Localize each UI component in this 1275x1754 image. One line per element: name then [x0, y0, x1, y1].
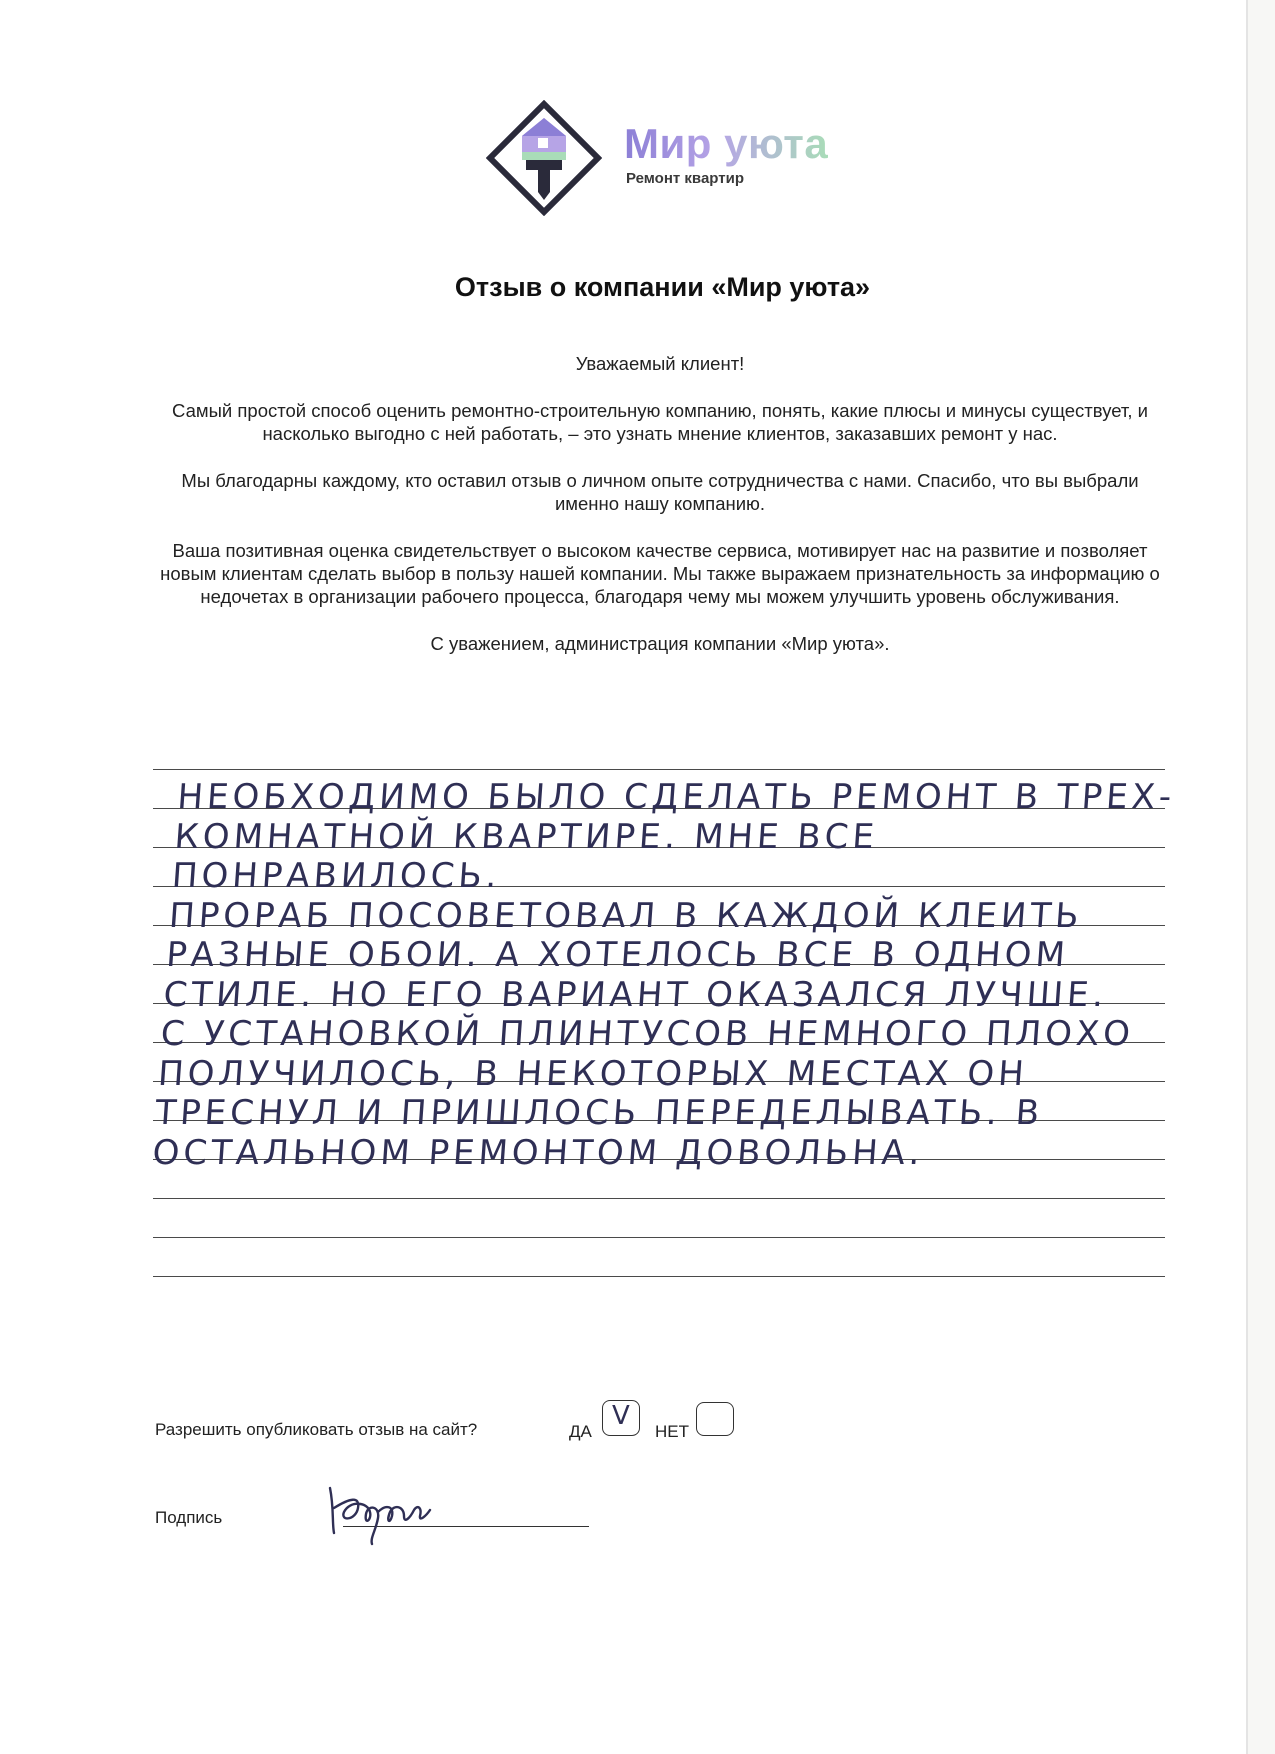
signature-row — [155, 1500, 655, 1560]
closing-line: С уважением, администрация компании «Мир уюта». — [430, 633, 890, 654]
rule-line — [153, 1198, 1165, 1199]
no-label: НЕТ — [655, 1422, 689, 1441]
review-line: ОСТАЛЬНОМ РЕМОНТОМ ДОВОЛЬНА. — [151, 1132, 926, 1173]
yes-checkbox[interactable] — [602, 1400, 640, 1436]
paintbrush-house-icon — [486, 100, 602, 216]
review-line: ТРЕСНУЛ И ПРИШЛОСЬ ПЕРЕДЕЛЫВАТЬ. В — [153, 1093, 1045, 1133]
intro-text — [150, 352, 1170, 679]
intro-paragraph: Мы благодарны каждому, кто оставил отзыв о личном опыте сотрудничества с нами. Спасибо, что вы выбрали именно нашу компанию. — [181, 470, 1139, 514]
review-line: НЕОБХОДИМО БЫЛО СДЕЛАТЬ РЕМОНТ В ТРЕХ- — [176, 777, 1177, 817]
yes-label: ДА — [569, 1422, 592, 1441]
greeting: Уважаемый клиент! — [575, 353, 745, 374]
brand-tagline: Ремонт квартир — [626, 170, 744, 187]
company-logo — [486, 100, 846, 220]
rule-line — [153, 1237, 1165, 1238]
review-line: ПРОРАБ ПОСОВЕТОВАЛ В КАЖДОЙ КЛЕИТЬ — [167, 895, 1084, 936]
handwritten-signature — [320, 1478, 450, 1548]
intro-paragraph: Ваша позитивная оценка свидетельствует о высоком качестве сервиса, мотивирует нас на развитие и позволяет новым клиентам сделать выбор в пользу нашей компании. Мы также выражаем признательность за информацию о недочетах в организации рабочего процесса, благодаря чему мы можем улучшить уровень обслуживания. — [160, 540, 1160, 607]
review-line: СТИЛЕ. НО ЕГО ВАРИАНТ ОКАЗАЛСЯ ЛУЧШЕ. — [162, 974, 1109, 1015]
review-line: ПОЛУЧИЛОСЬ, В НЕКОТОРЫХ МЕСТАХ ОН — [156, 1053, 1030, 1094]
page-title: Отзыв о компании «Мир уюта» — [454, 272, 871, 302]
publish-question: Разрешить опубликовать отзыв на сайт? — [155, 1420, 478, 1439]
rule-line — [153, 769, 1165, 770]
publish-consent-row — [155, 1401, 855, 1460]
review-line: КОМНАТНОЙ КВАРТИРЕ. МНЕ ВСЕ ПОНРАВИЛОСЬ. — [170, 816, 880, 896]
review-line: С УСТАНОВКОЙ ПЛИНТУСОВ НЕМНОГО ПЛОХО — [159, 1014, 1136, 1054]
signature-label: Подпись — [155, 1508, 223, 1527]
handwritten-review — [151, 778, 1184, 1173]
checkmark-icon: V — [612, 1401, 630, 1431]
no-checkbox[interactable] — [696, 1402, 734, 1436]
rule-line — [153, 1276, 1165, 1277]
brand-name: Мир уюта — [624, 120, 829, 167]
review-line: РАЗНЫЕ ОБОИ. А ХОТЕЛОСЬ ВСЕ В ОДНОМ — [165, 935, 1071, 975]
intro-paragraph: Самый простой способ оценить ремонтно-строительную компанию, понять, какие плюсы и минусы существует, и насколько выгодно с ней работать, – это узнать мнение клиентов, заказавших ремонт у нас. — [172, 400, 1148, 444]
